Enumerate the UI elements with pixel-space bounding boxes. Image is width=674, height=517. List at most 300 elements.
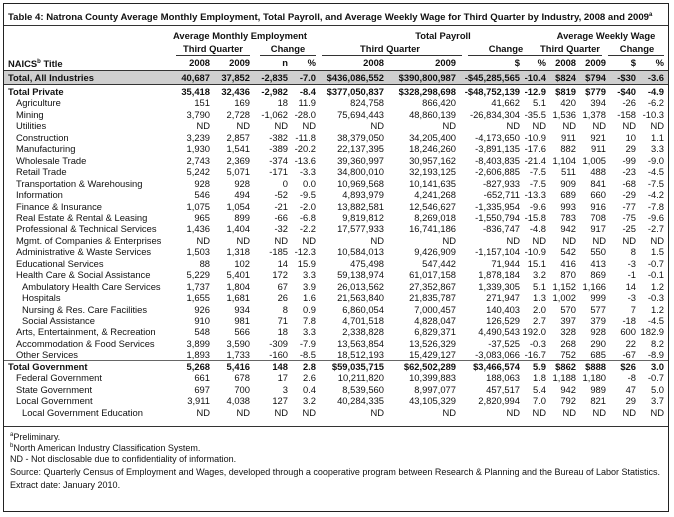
- payroll-change-dollar-cell: 457,517: [486, 383, 520, 395]
- payroll-2009-cell: 15,429,127: [409, 349, 456, 361]
- wage-change-pct-cell: 3.7: [650, 395, 664, 407]
- payroll-2008-cell: 10,211,820: [337, 372, 384, 384]
- emp-2009-cell: 2,369: [226, 154, 250, 166]
- payroll-2009-cell: 48,860,139: [409, 108, 456, 120]
- payroll-2009-cell: $62,502,289: [403, 360, 456, 372]
- wage-change-dollar-cell: 7: [630, 303, 636, 315]
- payroll-change-pct-cell: 1.3: [532, 292, 546, 304]
- naics-title-header: NAICS$^b$ Title: [8, 58, 63, 70]
- wage-change-pct-cell: -4.2: [647, 189, 664, 201]
- emp-change-n-cell: -382: [269, 131, 288, 143]
- emp-2009-cell: ND: [236, 234, 250, 246]
- wage-change-pct-cell: 8.2: [650, 337, 664, 349]
- payroll-2008-cell: 34,800,010: [337, 166, 384, 178]
- table-row: [4, 120, 668, 132]
- payroll-2008-cell: ND: [370, 120, 384, 132]
- wage-2008-header: 2008: [555, 57, 576, 68]
- wage-2008-cell: 1,536: [552, 108, 576, 120]
- emp-2008-cell: 3,911: [187, 395, 210, 407]
- payroll-change-pct-cell: -17.6: [524, 143, 546, 155]
- industry-title: Social Assistance: [22, 315, 95, 326]
- payroll-change-pct-cell: -10.9: [524, 131, 546, 143]
- wage-change-dollar-cell: -77: [622, 200, 636, 212]
- table-row: [4, 235, 668, 247]
- payroll-2008-cell: 18,512,193: [337, 349, 384, 361]
- wage-2008-cell: 511: [561, 166, 576, 178]
- wage-pct-header: %: [655, 57, 664, 68]
- emp-change-pct-cell: ND: [302, 406, 316, 418]
- wage-tq-underline: [540, 55, 602, 56]
- wage-change-pct-cell: -0.3: [647, 292, 664, 304]
- payroll-change-dollar-cell: ND: [506, 406, 520, 418]
- industry-title: State Government: [16, 383, 93, 395]
- payroll-2008-cell: 13,882,581: [337, 200, 384, 212]
- emp-2009-cell: 1,804: [226, 280, 250, 292]
- emp-change-pct-cell: -3.3: [299, 166, 316, 178]
- table-row: [4, 258, 668, 270]
- payroll-2008-cell: 475,498: [350, 257, 384, 269]
- table-frame: [3, 3, 669, 512]
- emp-change-n-cell: -171: [269, 166, 288, 178]
- wage-2008-cell: 1,152: [552, 280, 576, 292]
- employment-change-underline: [260, 55, 316, 56]
- wage-2009-cell: 921: [590, 131, 606, 143]
- payroll-change-pct-cell: 7.0: [532, 395, 546, 407]
- emp-change-pct-cell: 3.2: [302, 395, 316, 407]
- emp-2008-cell: 3,899: [186, 337, 210, 349]
- table-row: [4, 304, 668, 316]
- payroll-2009-cell: ND: [442, 406, 456, 418]
- emp-2008-cell: 3,790: [186, 108, 210, 120]
- emp-2009-cell: 32,436: [221, 86, 250, 97]
- payroll-change-pct-cell: -16.7: [524, 349, 546, 361]
- wage-2008-cell: $862: [555, 360, 576, 372]
- wage-2009-cell: 989: [590, 383, 606, 395]
- emp-change-pct-cell: 3.3: [302, 269, 316, 281]
- payroll-2008-cell: 21,563,840: [337, 292, 384, 304]
- table-row: [4, 97, 668, 109]
- footnote-nd: ND - Not disclosable due to confidentiality of information.: [10, 454, 237, 464]
- emp-change-n-cell: -374: [269, 154, 288, 166]
- wage-2008-cell: 416: [560, 257, 576, 269]
- emp-change-pct-cell: 0.0: [302, 177, 316, 189]
- emp-change-n-cell: 0: [282, 177, 288, 189]
- payroll-2009-cell: ND: [442, 234, 456, 246]
- payroll-2008-cell: ND: [370, 406, 384, 418]
- emp-2009-cell: ND: [236, 406, 250, 418]
- emp-change-pct-cell: -7.0: [299, 72, 316, 83]
- emp-2009-cell: 934: [234, 303, 250, 315]
- wage-2009-cell: 841: [590, 177, 606, 189]
- table-row: [4, 326, 668, 338]
- payroll-change-pct-cell: 192.0: [522, 326, 546, 338]
- payroll-2009-cell: 61,017,158: [409, 269, 456, 281]
- table-row: [4, 212, 668, 224]
- emp-2008-cell: 1,893: [186, 349, 210, 361]
- emp-change-pct-cell: 3.3: [302, 326, 316, 338]
- payroll-2008-cell: 13,563,854: [337, 337, 384, 349]
- payroll-2008-cell: 9,819,812: [342, 211, 384, 223]
- payroll-2008-cell: $377,050,837: [326, 86, 384, 97]
- wage-2009-header: 2009: [585, 57, 606, 68]
- emp-2008-header: 2008: [189, 57, 210, 68]
- wage-change-dollar-cell: -75: [622, 211, 636, 223]
- table-row: [4, 395, 668, 407]
- payroll-change-dollar-cell: 188,063: [486, 372, 520, 384]
- table-row: [4, 132, 668, 144]
- wage-2008-cell: $819: [555, 86, 576, 97]
- payroll-2008-cell: 824,758: [350, 97, 384, 109]
- wage-2008-cell: 1,002: [552, 292, 576, 304]
- emp-2008-cell: 5,242: [186, 166, 210, 178]
- emp-2008-cell: 910: [194, 315, 210, 326]
- emp-change-n-cell: ND: [274, 234, 288, 246]
- emp-change-n-cell: 17: [277, 372, 288, 384]
- wage-change-dollar-cell: ND: [622, 234, 636, 246]
- emp-change-n-cell: -389: [269, 143, 288, 155]
- wage-change-pct-cell: -9.0: [647, 154, 664, 166]
- wage-change-dollar-cell: -26: [622, 97, 636, 109]
- industry-title: Accommodation & Food Services: [16, 337, 155, 349]
- payroll-change-pct-cell: -10.4: [524, 72, 546, 83]
- industry-title: Mgmt. of Companies & Enterprises: [16, 234, 162, 246]
- payroll-2008-cell: 75,694,443: [337, 108, 384, 120]
- wage-change-pct-cell: -8.9: [647, 349, 664, 361]
- emp-change-n-cell: 127: [272, 395, 288, 407]
- footnote-source: Source: Quarterly Census of Employment and Wages, developed through a cooperative program between Research & Planning and the Bureau of Labor Statistics.: [10, 467, 661, 477]
- emp-change-pct-cell: 1.6: [302, 292, 316, 304]
- table-row: [4, 384, 668, 396]
- payroll-2008-cell: 26,013,562: [337, 280, 384, 292]
- wage-2009-cell: 290: [590, 337, 606, 349]
- payroll-2008-cell: $59,035,715: [331, 360, 384, 372]
- emp-change-pct-cell: ND: [302, 234, 316, 246]
- wage-change-dollar-cell: 10: [625, 131, 636, 143]
- wage-change-dollar-cell: 29: [625, 143, 636, 155]
- payroll-change-dollar-cell: -4,173,650: [475, 131, 520, 143]
- table-row: [4, 246, 668, 258]
- emp-pct-header: %: [307, 57, 316, 68]
- emp-2009-cell: 678: [234, 372, 250, 384]
- payroll-change-pct-cell: 3.2: [532, 269, 546, 281]
- industry-title: Ambulatory Health Care Services: [22, 280, 161, 292]
- wage-2008-cell: ND: [562, 406, 576, 418]
- wage-change-pct-cell: ND: [650, 406, 664, 418]
- wage-change-pct-cell: 1.1: [650, 131, 664, 143]
- payroll-change-header: Change: [488, 43, 524, 54]
- table-row: [4, 269, 668, 281]
- payroll-2009-cell: 32,193,125: [409, 166, 456, 178]
- payroll-2009-cell: $390,800,987: [398, 72, 456, 83]
- wage-change-dollar-cell: -99: [622, 154, 636, 166]
- table-row: [4, 292, 668, 304]
- payroll-2009-cell: 8,269,018: [414, 211, 456, 223]
- wage-2008-cell: 1,104: [552, 154, 576, 166]
- wage-change-dollar-cell: -3: [627, 292, 636, 304]
- industry-title: Retail Trade: [16, 166, 67, 178]
- wage-2008-cell: 870: [560, 269, 576, 281]
- emp-change-n-cell: 18: [277, 326, 288, 338]
- wage-2008-cell: ND: [562, 234, 576, 246]
- wage-2009-cell: 911: [591, 143, 606, 155]
- payroll-change-pct-cell: -15.8: [524, 211, 546, 223]
- payroll-tq-underline: [322, 55, 462, 56]
- industry-title: Health Care & Social Assistance: [16, 269, 151, 281]
- payroll-2008-cell: 17,577,933: [337, 223, 384, 235]
- emp-change-pct-cell: -20.2: [294, 143, 316, 155]
- payroll-change-pct-cell: -9.6: [529, 200, 546, 212]
- emp-2009-cell: 2,728: [226, 108, 250, 120]
- payroll-2008-cell: $436,086,552: [326, 72, 384, 83]
- payroll-change-pct-cell: -35.5: [524, 108, 546, 120]
- industry-title: Finance & Insurance: [16, 200, 102, 212]
- wage-change-dollar-cell: ND: [622, 120, 636, 132]
- payroll-2008-cell: 2,338,828: [342, 326, 384, 338]
- emp-2009-cell: 1,733: [226, 349, 250, 361]
- emp-change-n-cell: 71: [277, 315, 288, 326]
- payroll-change-pct-cell: 15.1: [527, 257, 546, 269]
- wage-change-dollar-cell: 14: [625, 280, 636, 292]
- payroll-change-dollar-cell: -8,403,835: [475, 154, 520, 166]
- payroll-change-pct-cell: -10.9: [524, 246, 546, 258]
- emp-2009-cell: ND: [236, 120, 250, 132]
- payroll-2008-cell: 59,138,974: [337, 269, 384, 281]
- emp-2008-cell: 928: [194, 177, 210, 189]
- wage-change-pct-cell: -4.9: [647, 86, 664, 97]
- payroll-2009-cell: 34,205,400: [409, 131, 456, 143]
- table-row: [4, 109, 668, 121]
- payroll-change-pct-cell: -21.4: [524, 154, 546, 166]
- table-row: [4, 72, 668, 84]
- industry-title: Construction: [16, 131, 69, 143]
- wage-2009-cell: 394: [590, 97, 606, 109]
- emp-2009-cell: 981: [234, 315, 250, 326]
- wage-2008-cell: 689: [560, 189, 576, 201]
- wage-change-dollar-cell: -18: [622, 315, 636, 326]
- emp-2009-header: 2009: [229, 57, 250, 68]
- payroll-change-dollar-cell: -1,157,104: [475, 246, 520, 258]
- payroll-2008-cell: ND: [370, 234, 384, 246]
- emp-2009-cell: 3,590: [226, 337, 250, 349]
- wage-2009-cell: 413: [590, 257, 606, 269]
- industry-title: Professional & Technical Services: [16, 223, 157, 235]
- table-row: [4, 155, 668, 167]
- wage-2008-cell: $824: [555, 72, 576, 83]
- table-bottom-rule: [4, 426, 668, 427]
- table-row: [4, 143, 668, 155]
- payroll-2008-cell: 4,701,518: [342, 315, 384, 326]
- wage-change-dollar-cell: -23: [622, 166, 636, 178]
- payroll-change-dollar-cell: -1,550,794: [475, 211, 520, 223]
- payroll-change-dollar-cell: 4,490,543: [478, 326, 520, 338]
- wage-2009-cell: 708: [590, 211, 606, 223]
- pay-2008-header: 2008: [363, 57, 384, 68]
- wage-2008-cell: 882: [560, 143, 576, 155]
- table-row: [4, 372, 668, 384]
- wage-2008-cell: 942: [560, 383, 576, 395]
- emp-2008-cell: 1,503: [186, 246, 210, 258]
- payroll-2009-cell: 6,829,371: [414, 326, 456, 338]
- emp-2008-cell: 697: [194, 383, 210, 395]
- emp-2008-cell: 1,655: [186, 292, 210, 304]
- industry-title: Total, All Industries: [8, 72, 94, 83]
- wage-group-header: Average Weekly Wage: [556, 30, 656, 41]
- wage-2008-cell: 1,188: [552, 372, 576, 384]
- industry-title: Information: [16, 189, 63, 201]
- emp-change-n-cell: 14: [277, 257, 288, 269]
- payroll-2009-cell: $328,298,698: [398, 86, 456, 97]
- payroll-change-pct-cell: 5.1: [532, 280, 546, 292]
- emp-2008-cell: 1,737: [186, 280, 210, 292]
- emp-change-n-cell: -2,835: [261, 72, 288, 83]
- payroll-2009-cell: 4,241,268: [414, 189, 456, 201]
- footnote-extract-date: Extract date: January 2010.: [10, 480, 121, 490]
- wage-2009-cell: ND: [592, 120, 606, 132]
- table-row: [4, 281, 668, 293]
- emp-2009-cell: 1,404: [226, 223, 250, 235]
- pay-2009-header: 2009: [435, 57, 456, 68]
- wage-2009-cell: 660: [590, 189, 606, 201]
- emp-2008-cell: 5,268: [186, 360, 210, 372]
- emp-change-pct-cell: ND: [302, 120, 316, 132]
- title-footnote-marker: a: [649, 12, 653, 18]
- payroll-change-dollar-cell: 271,947: [486, 292, 520, 304]
- emp-change-n-cell: ND: [274, 120, 288, 132]
- emp-change-pct-cell: -11.8: [295, 131, 316, 143]
- wage-change-dollar-cell: 8: [630, 246, 636, 258]
- payroll-change-dollar-cell: -3,083,066: [475, 349, 520, 361]
- wage-2009-cell: 999: [590, 292, 606, 304]
- employment-tq-underline: [176, 55, 250, 56]
- payroll-2008-cell: 40,284,335: [337, 395, 384, 407]
- table-row: [4, 189, 668, 201]
- payroll-2009-cell: 12,546,627: [409, 200, 456, 212]
- footnote-b: $^b$North American Industry Classification System.: [10, 443, 201, 453]
- emp-2008-cell: 965: [194, 211, 210, 223]
- payroll-2008-cell: 10,584,013: [337, 246, 384, 258]
- payroll-2009-cell: 547,442: [422, 257, 456, 269]
- payroll-change-pct-cell: 5.1: [532, 97, 546, 109]
- wage-change-pct-cell: ND: [650, 234, 664, 246]
- table-row: [4, 86, 668, 98]
- wage-2008-cell: 942: [560, 223, 576, 235]
- payroll-2008-cell: 8,539,560: [342, 383, 384, 395]
- emp-2008-cell: 546: [194, 189, 210, 201]
- table-row: [4, 407, 668, 419]
- payroll-change-dollar-cell: 41,662: [491, 97, 520, 109]
- emp-change-n-cell: -66: [274, 211, 288, 223]
- emp-2008-cell: 35,418: [181, 86, 210, 97]
- wage-change-pct-cell: -0.7: [647, 372, 664, 384]
- table-row: [4, 166, 668, 178]
- payroll-change-dollar-cell: $3,466,574: [473, 360, 520, 372]
- emp-change-pct-cell: 7.8: [302, 315, 316, 326]
- emp-2009-cell: 102: [234, 257, 250, 269]
- emp-change-n-cell: -32: [274, 223, 288, 235]
- wage-2008-cell: 328: [560, 326, 576, 338]
- wage-2008-cell: 420: [560, 97, 576, 109]
- table-title-text: Natrona County Average Monthly Employment, Total Payroll, and Average Weekly Wage for Third Quarter by Industry, 2008 and 2009: [46, 12, 649, 24]
- wage-2009-cell: 1,180: [582, 372, 606, 384]
- payroll-2008-cell: 4,893,979: [342, 189, 384, 201]
- payroll-2009-cell: 7,000,457: [414, 303, 456, 315]
- table-row: [4, 315, 668, 327]
- wage-2008-cell: ND: [562, 120, 576, 132]
- wage-change-pct-cell: -9.6: [647, 211, 664, 223]
- payroll-2009-cell: 18,246,260: [409, 143, 456, 155]
- wage-change-dollar-cell: -1: [627, 269, 636, 281]
- emp-2008-cell: 2,743: [186, 154, 210, 166]
- wage-2009-cell: 917: [590, 223, 606, 235]
- wage-third-quarter-header: Third Quarter: [540, 43, 600, 54]
- emp-change-pct-cell: 11.9: [298, 97, 316, 109]
- payroll-change-dollar-cell: -3,891,135: [475, 143, 520, 155]
- payroll-change-pct-cell: 5.4: [532, 383, 546, 395]
- table-row: [4, 201, 668, 213]
- emp-2009-cell: 899: [234, 211, 250, 223]
- wage-2009-cell: $779: [585, 86, 606, 97]
- emp-2008-cell: 926: [194, 303, 210, 315]
- emp-change-pct-cell: 15.9: [297, 257, 316, 269]
- emp-change-n-cell: 8: [282, 303, 288, 315]
- industry-title: Utilities: [16, 120, 47, 132]
- wage-2008-cell: 752: [560, 349, 576, 361]
- header-bottom-rule: [4, 70, 668, 71]
- emp-change-n-cell: 148: [272, 360, 288, 372]
- payroll-change-dollar-cell: 140,403: [486, 303, 520, 315]
- emp-change-n-cell: -160: [269, 349, 288, 361]
- wage-2009-cell: 1,005: [582, 154, 606, 166]
- payroll-2008-cell: 6,860,054: [342, 303, 384, 315]
- wage-change-pct-cell: 182.9: [640, 326, 664, 338]
- wage-change-dollar-cell: $26: [620, 360, 636, 372]
- emp-2008-cell: 1,930: [186, 143, 210, 155]
- payroll-change-dollar-cell: 1,339,305: [478, 280, 520, 292]
- payroll-change-underline: [468, 55, 544, 56]
- wage-change-dollar-cell: -25: [622, 223, 636, 235]
- payroll-change-dollar-cell: ND: [506, 120, 520, 132]
- payroll-2009-cell: 8,997,077: [414, 383, 456, 395]
- payroll-2009-cell: 10,141,635: [409, 177, 456, 189]
- emp-change-n-cell: 3: [282, 383, 288, 395]
- payroll-change-dollar-cell: -$45,285,565: [464, 72, 520, 83]
- wage-change-pct-cell: ND: [650, 120, 664, 132]
- wage-change-pct-cell: -0.7: [647, 257, 664, 269]
- industry-title: Educational Services: [16, 257, 104, 269]
- emp-2008-cell: ND: [196, 234, 210, 246]
- wage-change-pct-cell: 3.3: [650, 143, 664, 155]
- payroll-2009-cell: 10,399,883: [409, 372, 456, 384]
- wage-change-dollar-cell: 600: [620, 326, 636, 338]
- wage-change-dollar-cell: -$40: [617, 86, 636, 97]
- payroll-change-dollar-cell: 1,878,184: [478, 269, 520, 281]
- payroll-2009-cell: 4,828,047: [414, 315, 456, 326]
- emp-2009-cell: 5,416: [226, 360, 250, 372]
- wage-change-dollar-cell: 22: [625, 337, 636, 349]
- wage-change-pct-cell: -4.5: [647, 315, 664, 326]
- emp-2009-cell: 928: [234, 177, 250, 189]
- payroll-change-pct-cell: -0.3: [529, 337, 546, 349]
- payroll-change-dollar-cell: 2,820,994: [478, 395, 520, 407]
- industry-title: Nursing & Res. Care Facilities: [22, 303, 148, 315]
- wage-change-header: Change: [619, 43, 655, 54]
- emp-2009-cell: 4,038: [226, 395, 250, 407]
- wage-2008-cell: 268: [560, 337, 576, 349]
- industry-title: Local Government: [16, 395, 93, 407]
- payroll-change-pct-cell: 2.7: [532, 315, 546, 326]
- payroll-change-pct-cell: ND: [532, 120, 546, 132]
- emp-2008-cell: 88: [199, 257, 210, 269]
